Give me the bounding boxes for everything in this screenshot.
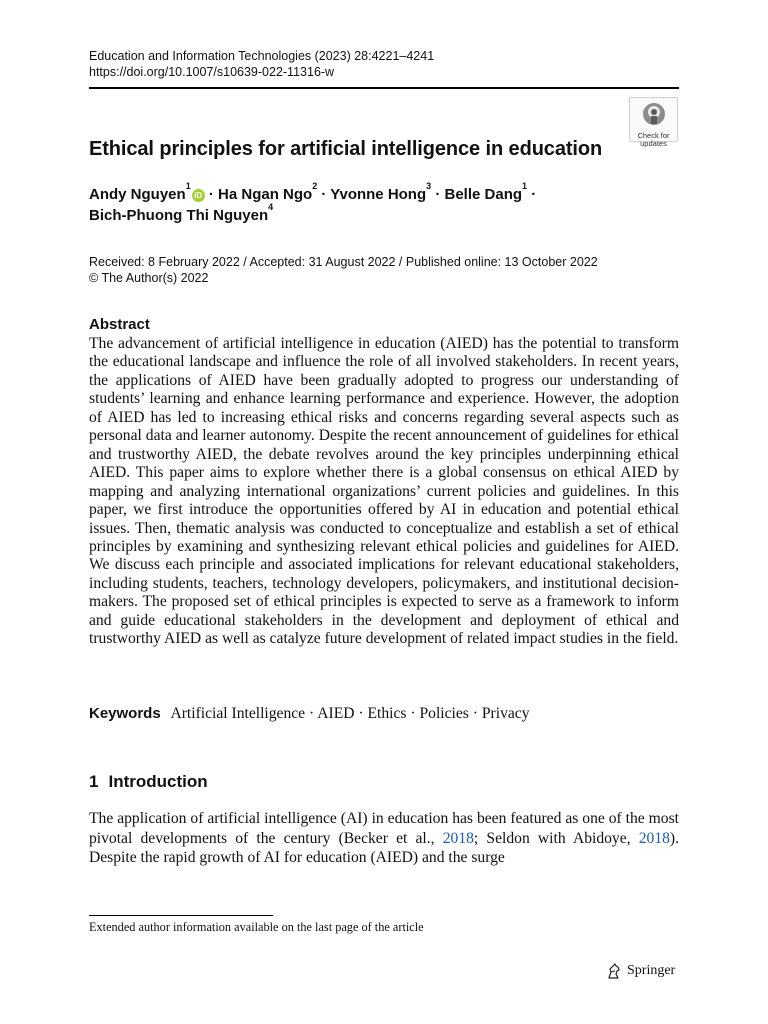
author-name[interactable]: Andy Nguyen [89,186,186,203]
keyword-separator: · [354,705,368,722]
author-affiliation: 1 [185,181,191,191]
citation-link[interactable]: 2018 [442,829,474,847]
keyword: AIED [317,705,355,722]
author-affiliation: 3 [426,181,432,191]
publisher-name: Springer [627,963,676,978]
check-for-updates-badge[interactable] [629,97,678,148]
keyword: Policies [419,705,469,722]
author-separator: · [317,186,331,203]
crossmark-icon [642,102,666,126]
author-affiliation: 2 [312,181,318,191]
header-divider [89,87,679,89]
keywords-label: Keywords [89,705,161,722]
section-number: 1 [89,772,99,791]
author-list [89,181,679,226]
article-title: Ethical principles for artificial intelligence in education [89,138,603,160]
keyword-separator: · [468,705,482,722]
author-name[interactable]: Yvonne Hong [330,186,427,203]
journal-line: Education and Information Technologies (2023) 28:4221–4241 [89,49,435,63]
intro-text: The application of artificial intelligence (AI) in education has been featured as one of the most pivotal developments of the century (Becker et al., [89,810,679,847]
keyword: Ethics [367,705,407,722]
author-affiliation: 1 [522,181,528,191]
author-name[interactable]: Bich-Phuong Thi Nguyen [89,207,269,224]
author-name[interactable]: Ha Ngan Ngo [218,186,313,203]
keywords-line [89,705,530,723]
author-separator: · [527,186,537,203]
footnote-divider [89,915,273,916]
keyword: Artificial Intelligence [170,705,306,722]
footnote-text: Extended author information available on the last page of the article [89,920,424,934]
author-name[interactable]: Belle Dang [444,186,523,203]
copyright-line: © The Author(s) 2022 [89,271,209,285]
author-separator: · [431,186,445,203]
keyword-separator: · [406,705,420,722]
publication-dates [89,254,598,286]
keyword-separator: · [305,705,318,722]
section-heading-introduction [89,772,208,792]
crossmark-label-1: Check for [637,131,670,140]
abstract-text: The advancement of artificial intelligence in education (AIED) has the potential to transform the educational landscape and influence the role of all involved stakeholders. In recent years, the applications of AIED have been gradually adopted to progress our understanding of students’ learning and enhance learning performance and experience. However, the adoption of AIED has led to increasing ethical risks and concerns regarding several aspects such as personal data and learner autonomy. Despite the recent announcement of guidelines for ethical and trustworthy AIED, the debate revolves around the key principles underpinning ethical AIED. This paper aims to explore whether there is a global consensus on ethical AIED by mapping and analyzing international organizations’ current policies and guidelines. In this paper, we first introduce the opportunities offered by AI in education and potential ethical issues. Then, thematic analysis was conducted to conceptualize and establish a set of ethical principles by examining and synthesizing relevant ethical policies and guidelines for AIED. We discuss each principle and associated implications for relevant educational stakeholders, including students, teachers, technology developers, policymakers, and institutional decision-makers. The proposed set of ethical principles is expected to serve as a framework to inform and guide educational stakeholders in the development and deployment of ethical and trustworthy AIED as well as catalyze future development of related impact studies in the field. [89,335,679,648]
abstract-heading: Abstract [89,316,150,333]
springer-horse-icon [606,963,622,980]
introduction-paragraph [89,809,679,868]
journal-citation-header [89,49,434,80]
publisher-logo [606,961,675,981]
orcid-icon[interactable]: iD [192,189,205,202]
intro-text: ; Seldon with Abidoye, [473,829,639,847]
intro-text: ). Despite the rapid growth of AI for education (AIED) and the surge [89,829,679,866]
section-title: Introduction [108,772,208,791]
received-accepted-published: Received: 8 February 2022 / Accepted: 31 August 2022 / Published online: 13 October 2022 [89,255,598,269]
citation-link[interactable]: 2018 [638,829,670,847]
doi-link[interactable]: https://doi.org/10.1007/s10639-022-11316-w [89,64,335,79]
author-affiliation: 4 [268,202,274,212]
crossmark-label-2: updates [640,139,667,148]
keyword: Privacy [481,705,530,722]
author-separator: · [204,186,219,203]
